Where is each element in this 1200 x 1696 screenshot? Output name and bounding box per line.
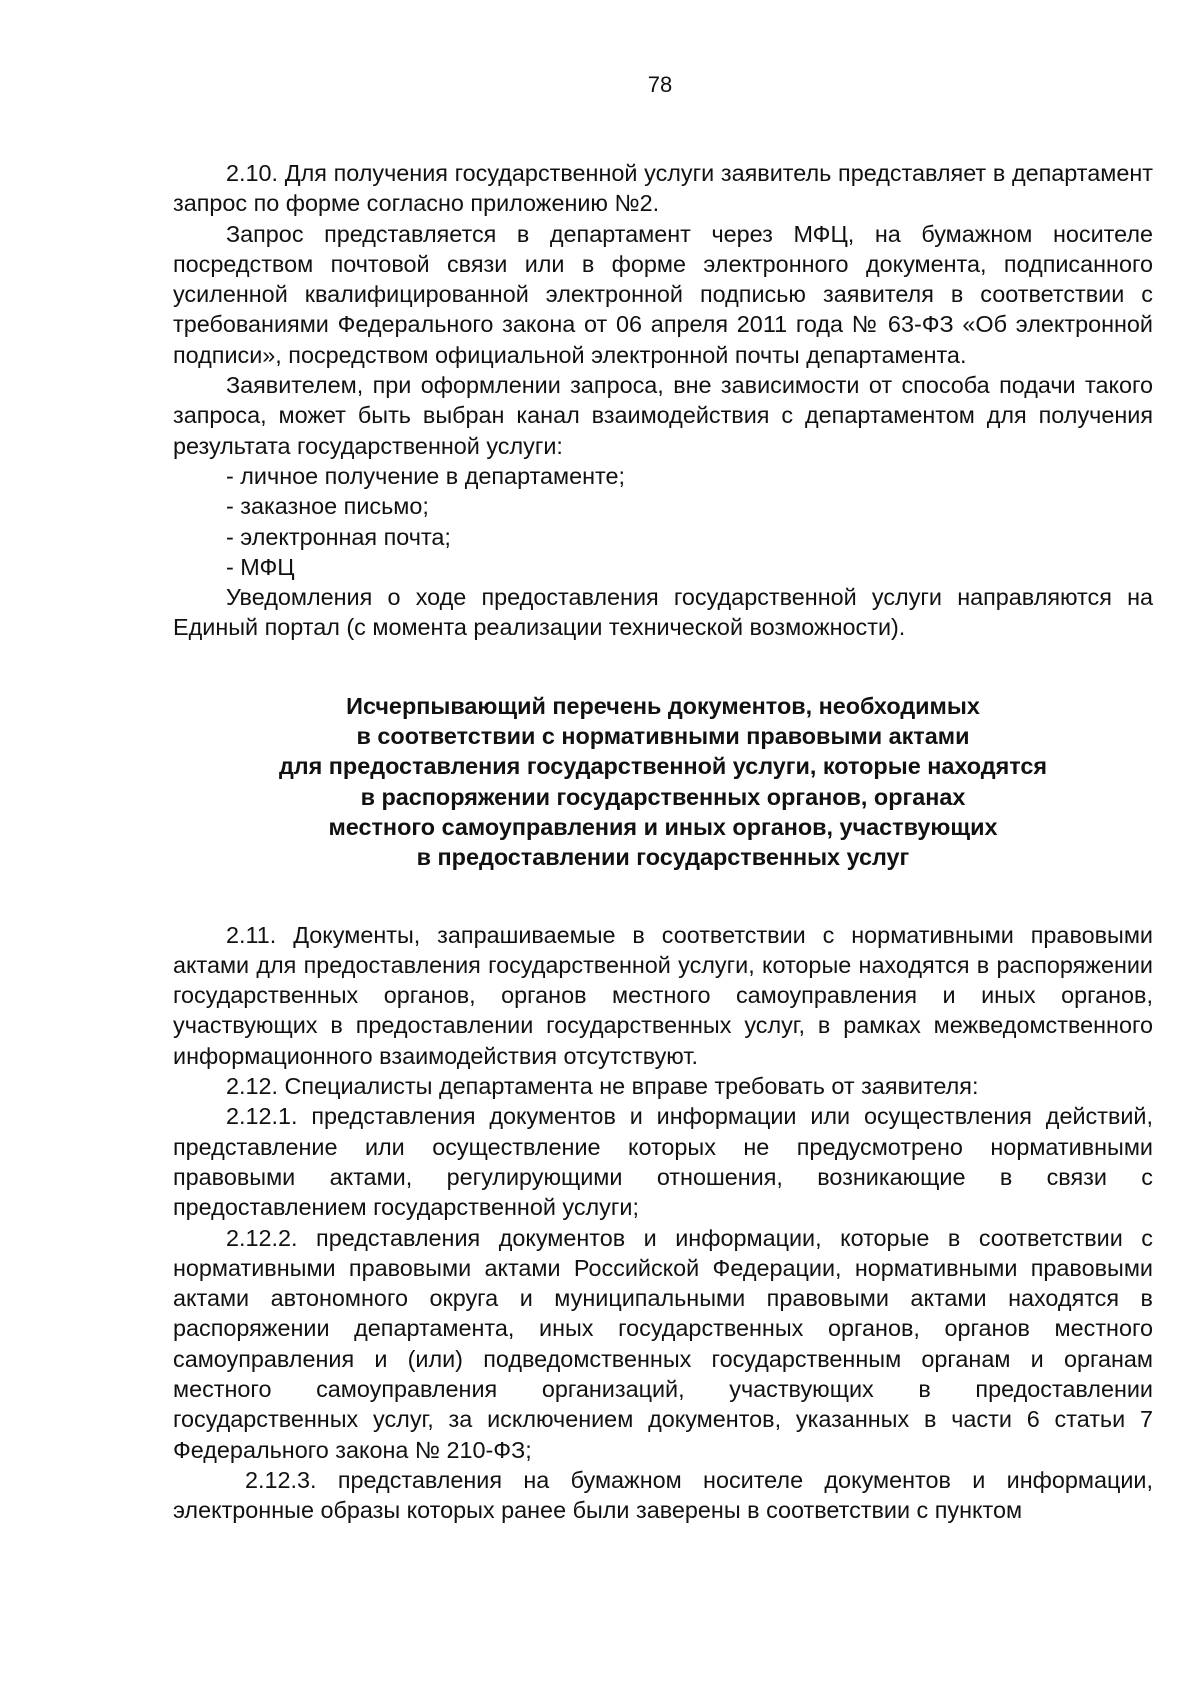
heading-line: в соответствии с нормативными правовыми актами	[356, 723, 970, 750]
paragraph-2-12-2: 2.12.2. представления документов и информации, которые в соответствии с нормативными правовыми актами Российской Федерации, нормативными правовыми актами автономного округа и муниципальными правовыми актами находятся в распоряжении департамента, иных государственных органов, органов местного самоуправления и (или) подведомственных государственным органам и органам местного самоуправления организаций, участвующих в предоставлении государственных услуг, за исключением документов, указанных в части 6 статьи 7 Федерального закона № 210-ФЗ;	[173, 1224, 1153, 1463]
paragraph-interaction-channel: Заявителем, при оформлении запроса, вне зависимости от способа подачи такого запроса, может быть выбран канал взаимодействия с департаментом для получения результата государственной услуги:	[173, 372, 1153, 459]
paragraph-2-11: 2.11. Документы, запрашиваемые в соответствии с нормативными правовыми актами для предоставления государственной услуги, которые находятся в распоряжении государственных органов, органов местного самоуправления и иных органов, участвующих в предоставлении государственных услуг, в рамках межведомственного информационного взаимодействия отсутствуют.	[173, 921, 1153, 1069]
paragraph-2-12: 2.12. Специалисты департамента не вправе требовать от заявителя:	[226, 1073, 979, 1100]
heading-line: в предоставлении государственных услуг	[416, 844, 910, 871]
paragraph-2-12-1: 2.12.1. представления документов и информации или осуществления действий, представление или осуществление которых не предусмотрено нормативными правовыми актами, регулирующими отношения, возникающие в связи с предоставлением государственной услуги;	[173, 1103, 1153, 1221]
list-item: - личное получение в департаменте;	[226, 462, 625, 489]
paragraph-request-submission: Запрос представляется в департамент через МФЦ, на бумажном носителе посредством почтовой связи или в форме электронного документа, подписанного усиленной квалифицированной электронной подписью заявителя в соответствии с требованиями Федерального закона от 06 апреля 2011 года № 63-ФЗ «Об электронной подписи», посредством официальной электронной почты департамента.	[173, 220, 1153, 368]
list-item: - заказное письмо;	[226, 493, 429, 520]
heading-line: местного самоуправления и иных органов, участвующих	[328, 813, 998, 840]
channel-list	[173, 461, 1153, 582]
paragraph-2-10: 2.10. Для получения государственной услуги заявитель представляет в департамент запрос по форме согласно приложению №2.	[173, 160, 1153, 217]
list-item: - МФЦ	[226, 553, 295, 580]
page-number: 78	[647, 72, 673, 97]
heading-line: в распоряжении государственных органов, органах	[360, 783, 966, 810]
list-item: - электронная почта;	[226, 523, 451, 550]
document-body	[173, 158, 1153, 1525]
section-heading	[173, 691, 1153, 873]
heading-line: Исчерпывающий перечень документов, необходимых	[346, 692, 980, 719]
heading-line: для предоставления государственной услуги, которые находятся	[278, 753, 1048, 780]
paragraph-2-12-3: 2.12.3. представления на бумажном носителе документов и информации, электронные образы которых ранее были заверены в соответствии с пунктом	[173, 1466, 1153, 1524]
paragraph-notifications: Уведомления о ходе предоставления государственной услуги направляются на Единый портал (с момента реализации технической возможности).	[173, 584, 1153, 641]
